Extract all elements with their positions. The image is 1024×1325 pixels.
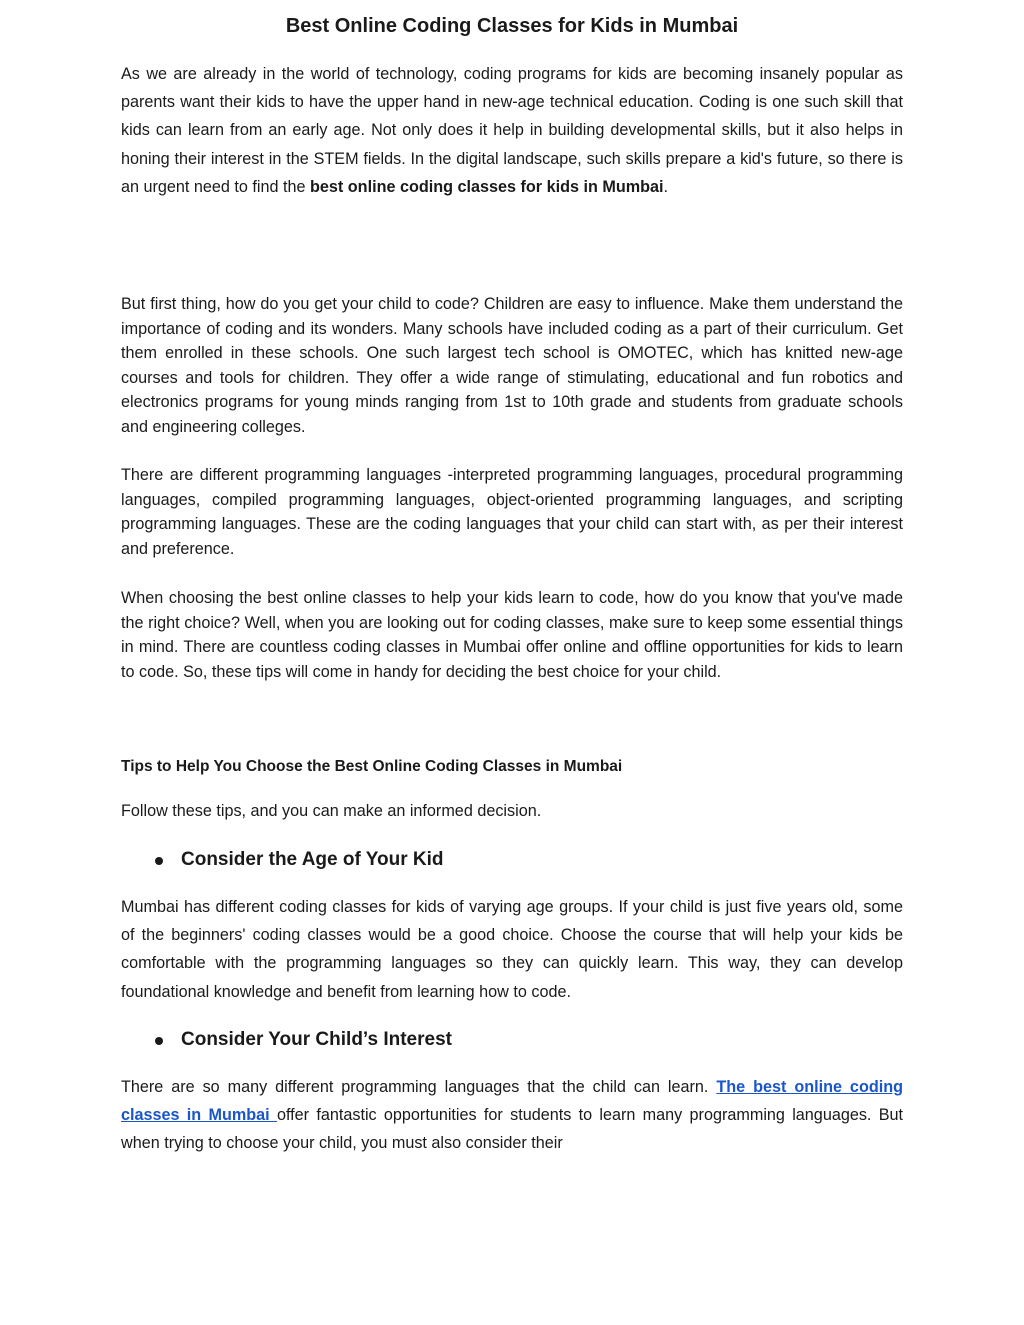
- paragraph-programming-languages: There are different programming languages -interpreted programming languages, procedural programming languages, compiled programming languages, object-oriented programming languages, and scripting programming languages. These are the coding languages that your child can start with, as per their interest and preference.: [121, 466, 903, 558]
- bullet-icon: [155, 857, 163, 865]
- best-online-coding-classes-link[interactable]: The best online coding classes in Mumbai: [121, 1078, 903, 1125]
- document-title: Best Online Coding Classes for Kids in Mumbai: [285, 15, 739, 37]
- bullet-icon: [155, 1037, 163, 1045]
- intro-paragraph: [121, 60, 903, 201]
- paragraph-choosing-classes: When choosing the best online classes to help your kids learn to code, how do you know that you've made the right choice? Well, when you are looking out for coding classes, make sure to keep some essential things in mind. There are countless coding classes in Mumbai offer online and offline opportunities for kids to learn to code. So, these tips will come in handy for deciding the best choice for your child.: [121, 589, 903, 681]
- paragraph-follow-tips: Follow these tips, and you can make an informed decision.: [121, 802, 542, 820]
- interest-text-start: There are so many different programming languages that the child can learn.: [121, 1078, 717, 1096]
- intro-text: As we are already in the world of technology, coding programs for kids are becoming insanely popular as parents want their kids to have the upper hand in new-age technical education. Coding is one such skill that kids can learn from an early age. Not only does it help in building developmental skills, but it also helps in honing their interest in the STEM fields. In the digital landscape, such skills prepare a kid's future, so there is an urgent need to find the: [121, 65, 903, 196]
- tips-subheading: Tips to Help You Choose the Best Online Coding Classes in Mumbai: [121, 758, 623, 775]
- intro-bold-phrase: best online coding classes for kids in Mumbai: [310, 177, 664, 196]
- paragraph-get-child-to-code: But first thing, how do you get your child to code? Children are easy to influence. Make them understand the importance of coding and its wonders. Many schools have included coding as a part of their curriculum. Get them enrolled in these schools. One such largest tech school is OMOTEC, which has knitted new-age courses and tools for children. They offer a wide range of stimulating, educational and fun robotics and electronics programs for young minds ranging from 1st to 10th grade and students from graduate schools and engineering colleges.: [121, 295, 903, 436]
- interest-text-end: offer fantastic opportunities for students to learn many programming languages. But when trying to choose your child, you must also consider their: [121, 1106, 904, 1153]
- paragraph-age: Mumbai has different coding classes for kids of varying age groups. If your child is just five years old, some of the beginners' coding classes would be a good choice. Choose the course that will help your kids be comfortable with the programming languages so they can quickly learn. This way, they can develop foundational knowledge and benefit from learning how to code.: [121, 898, 903, 1001]
- bullet-heading-interest-text: Consider Your Child’s Interest: [181, 1029, 452, 1050]
- bullet-heading-age-text: Consider the Age of Your Kid: [181, 849, 444, 870]
- paragraph-interest: [121, 1073, 903, 1158]
- intro-end: .: [663, 177, 669, 196]
